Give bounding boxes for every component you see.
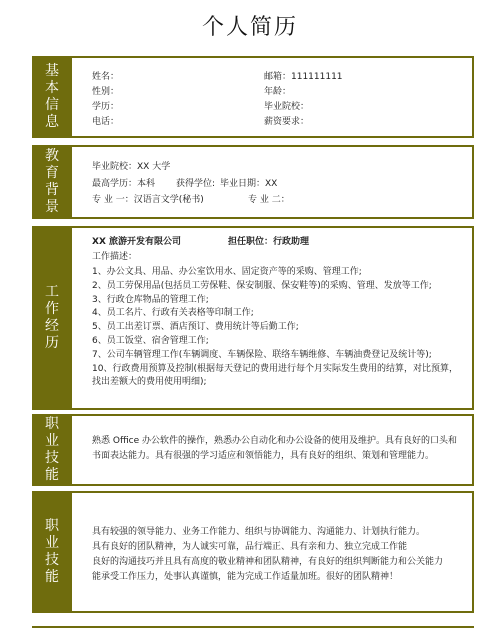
skill-line: 良好的沟通技巧并且具有高度的敬业精神和团队精神，有良好的组织判断能力和公关能力 (92, 557, 444, 567)
section-tab-label: 职业技能 (45, 518, 59, 585)
section-skills-1 (32, 414, 474, 486)
phone-field: 电话： (92, 117, 120, 127)
section-content (72, 414, 474, 486)
page-title: 个人简历 (201, 15, 298, 40)
section-skills-2 (32, 491, 474, 613)
salary-field: 薪资要求： (264, 117, 310, 127)
skill-line: 能承受工作压力，处事认真谨慎，能为完成工作适量加班。很好的团队精神！ (92, 572, 399, 582)
edu-obtained-degree: 获得学位: (176, 179, 216, 189)
skills-lines (92, 525, 443, 585)
work-desc-label: 工作描述： (92, 252, 138, 262)
email-field: 邮箱：111111111 (264, 72, 343, 82)
list-item: 2、员工劳保用品(包括员工劳保鞋、保安制服、保安鞋等)的采购、管理、发放等工作; (92, 280, 432, 291)
gender-field: 性别： (92, 87, 120, 97)
section-tab (32, 145, 72, 219)
skills-paragraph: 熟悉 Office 办公软件的操作，熟悉办公自动化和办公设备的使用及维护。具有良好的口头和书面表达能力。具有很强的学习适应和领悟能力，具有良好的组织、策划和管理能力。 (92, 436, 457, 461)
skill-line: 具有较强的领导能力、业务工作能力、组织与协调能力、沟通能力、计划执行能力。 (92, 527, 426, 537)
section-content (72, 56, 474, 138)
section-tab (32, 56, 72, 138)
section-tab-label: 工作经历 (45, 284, 59, 351)
list-item: 7、公司车辆管理工作(车辆调度、车辆保险、联络车辆维修、车辆油费登记及统计等); (92, 349, 432, 360)
section-education (32, 145, 474, 219)
section-content (72, 226, 474, 410)
list-item: 3、行政仓库物品的管理工作; (92, 294, 209, 305)
list-item: 1、办公文具、用品、办公室饮用水、固定资产等的采购、管理工作; (92, 267, 362, 277)
section-content (72, 145, 474, 219)
list-item: 10、行政费用预算及控制(根据每天登记的费用进行每个月实际发生费用的结算，对比预算， (92, 363, 458, 374)
edu-major1: 专 业 一：汉语言文学(秘书) (92, 195, 204, 205)
section-tab (32, 491, 72, 613)
name-field: 姓名： (92, 72, 120, 82)
age-field: 年龄： (264, 87, 292, 97)
section-tab-label: 基本信息 (45, 63, 59, 130)
list-item: 5、员工出差订票、酒店预订、费用统计等后勤工作; (92, 322, 299, 333)
skill-line: 具有良好的团队精神，为人诚实可靠，品行端正、具有亲和力、独立完成工作能 (92, 542, 408, 552)
edu-school: 毕业院校：XX 大学 (92, 162, 171, 172)
section-work-experience (32, 226, 474, 410)
edu-major2: 专 业 二： (248, 195, 290, 205)
list-item: 找出差额大的费用使用明细); (92, 377, 207, 388)
list-item: 4、员工名片、行政有关表格等印制工作; (92, 308, 254, 319)
bottom-divider (32, 626, 474, 628)
section-tab-label: 教育背景 (45, 148, 59, 215)
edu-degree: 最高学历：本科 (92, 179, 156, 189)
section-tab (32, 414, 72, 486)
section-tab (32, 226, 72, 410)
list-item: 6、员工饭堂、宿舍管理工作; (92, 335, 209, 346)
school-field: 毕业院校： (264, 102, 310, 112)
section-tab-label: 职业技能 (45, 416, 59, 483)
section-content (72, 491, 474, 613)
work-position: 担任职位：行政助理 (228, 237, 310, 247)
work-company: XX 旅游开发有限公司 (92, 237, 182, 247)
education-field: 学历： (92, 102, 120, 112)
section-basic-info (32, 56, 474, 138)
work-duty-list (92, 266, 458, 390)
edu-grad-date: 毕业日期：XX (220, 179, 278, 189)
